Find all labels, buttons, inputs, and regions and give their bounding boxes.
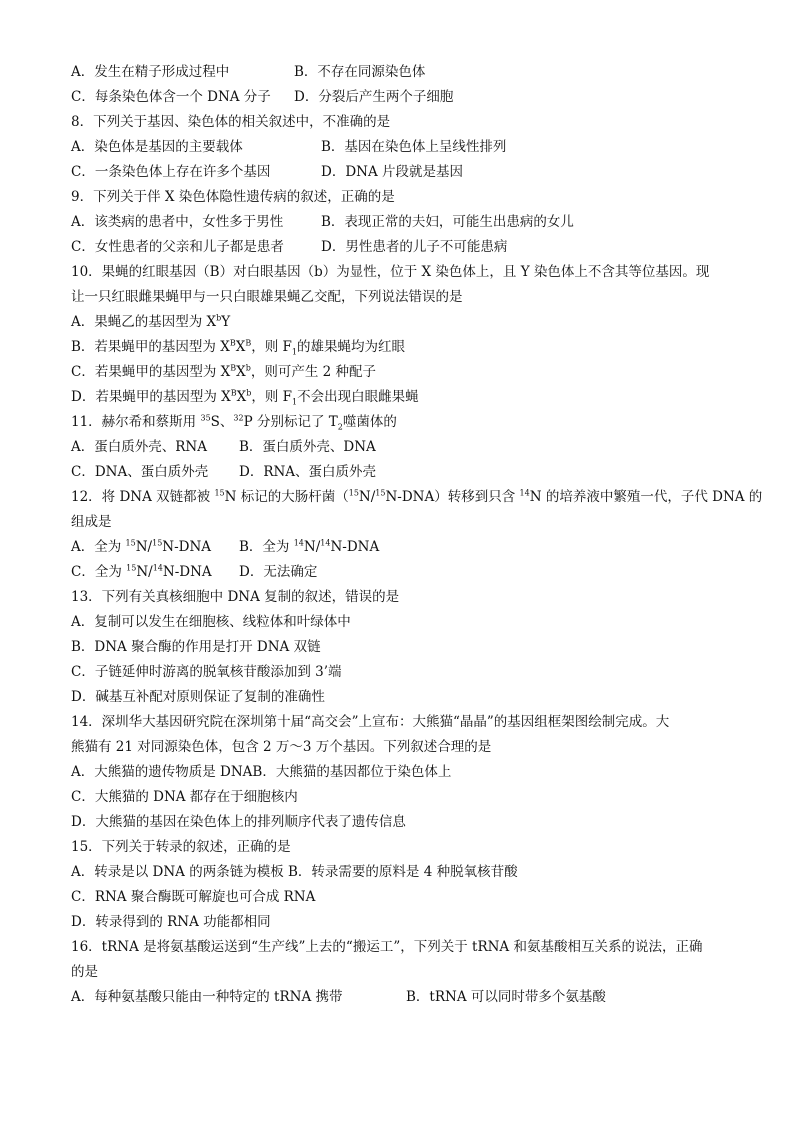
q9-stem: 9．下列关于伴 X 染色体隐性遗传病的叙述，正确的是 — [71, 189, 395, 205]
q14-option-c: C．大熊猫的 DNA 都存在于细胞核内 — [71, 789, 298, 805]
q15-option-d: D．转录得到的 RNA 功能都相同 — [71, 914, 271, 930]
q11-row-cd — [71, 460, 731, 485]
q11-sup1: 35 — [200, 413, 211, 423]
q11-stem-text: 11．赫尔希和蔡斯用 — [71, 414, 201, 430]
q10-c-sup1: B — [230, 363, 237, 373]
q12-s-m3: N-DNA）转移到只含 — [385, 489, 520, 505]
q9-row-ab — [71, 210, 731, 235]
q10-b-text: B．若果蝇甲的基因型为 X — [71, 339, 230, 355]
q15-stem: 15．下列关于转录的叙述，正确的是 — [71, 839, 291, 855]
q10-c-text: C．若果蝇甲的基因型为 X — [71, 364, 231, 380]
q10-c-mid: X — [236, 364, 246, 380]
q10-b-sup2: B — [245, 338, 252, 348]
q8-option-d: D．DNA 片段就是基因 — [321, 164, 464, 180]
q8-option-a: A．染色体是基因的主要载体 — [71, 139, 243, 155]
q7-option-a: A．发生在精子形成过程中 — [71, 64, 230, 80]
q10-stem-line1: 10．果蝇的红眼基因（B）对白眼基因（b）为显性，位于 X 染色体上，且 Y 染色体上不含其等位基因。现 — [71, 264, 710, 280]
q13-option-d: D．碱基互补配对原则保证了复制的准确性 — [71, 689, 325, 705]
q12-b-sup1: 14 — [293, 538, 304, 548]
q8-option-b: B．基因在染色体上呈线性排列 — [321, 139, 507, 155]
q9-option-b: B．表现正常的夫妇，可能生出患病的女儿 — [321, 214, 574, 230]
q12-option-b — [239, 535, 379, 560]
q10-d-post1: ，则 F — [251, 389, 293, 405]
q12-option-d: D．无法确定 — [239, 564, 318, 580]
q10-d-mid: X — [236, 389, 247, 405]
q7-row-cd — [71, 85, 731, 110]
q12-c-post: N-DNA — [162, 564, 212, 580]
q12-s-m1: N 标记的大肠杆菌（ — [224, 489, 349, 505]
q11-stem — [71, 410, 731, 435]
q12-a-pre: A．全为 — [71, 539, 126, 555]
q10-a-sup: b — [216, 313, 222, 323]
q12-a-sup1: 15 — [125, 538, 136, 548]
q10-b-sup1: B — [229, 338, 236, 348]
q12-option-a — [71, 539, 211, 555]
q12-s-pre: 12．将 DNA 双链都被 — [71, 489, 215, 505]
q10-d-sup1: B — [230, 388, 237, 398]
q11-mid1: S、 — [210, 414, 234, 430]
q11-mid2: P 分别标记了 T — [243, 414, 338, 430]
q12-c-sup1: 15 — [126, 563, 137, 573]
q12-c-pre: C．全为 — [71, 564, 127, 580]
q10-c-sup2: b — [245, 363, 251, 373]
q7-option-b: B．不存在同源染色体 — [294, 64, 426, 80]
q10-d-sub: 1 — [292, 397, 298, 407]
q15-option-ab: A．转录是以 DNA 的两条链为模板 B．转录需要的原料是 4 种脱氧核苷酸 — [71, 864, 518, 880]
exam-page — [71, 60, 763, 1010]
q11-post: 噬菌体的 — [342, 414, 397, 430]
q11-option-d: D．RNA、蛋白质外壳 — [239, 464, 377, 480]
q8-row-cd — [71, 160, 731, 185]
q12-stem-line2: 组成是 — [71, 514, 112, 530]
q10-d-text: D．若果蝇甲的基因型为 X — [71, 389, 231, 405]
q16-stem-line1: 16．tRNA 是将氨基酸运送到“生产线”上去的“搬运工”，下列关于 tRNA 和氨基酸相互关系的说法，正确 — [71, 939, 703, 955]
q9-option-d: D．男性患者的儿子不可能患病 — [321, 239, 508, 255]
q12-s-post: N 的培养液中繁殖一代，子代 DNA 的 — [529, 489, 763, 505]
q10-c-post: ，则可产生 2 种配子 — [250, 364, 377, 380]
q11-sub: 2 — [337, 422, 343, 432]
q12-c-m: N/ — [136, 564, 153, 580]
q10-option-d — [71, 385, 731, 410]
q14-option-ab: A．大熊猫的遗传物质是 DNAB．大熊猫的基因都位于染色体上 — [71, 764, 452, 780]
q10-option-c — [71, 360, 731, 385]
q11-option-c: C．DNA、蛋白质外壳 — [71, 464, 209, 480]
q11-option-b: B．蛋白质外壳、DNA — [239, 439, 376, 455]
q13-stem: 13．下列有关真核细胞中 DNA 复制的叙述，错误的是 — [71, 589, 400, 605]
q12-stem-line1 — [71, 485, 763, 510]
q8-option-c: C．一条染色体上存在许多个基因 — [71, 164, 271, 180]
q12-s-sup2: 15 — [348, 488, 359, 498]
q10-d-post2: 不会出现白眼雌果蝇 — [297, 389, 419, 405]
q11-row-ab — [71, 435, 731, 460]
q12-b-post: N-DNA — [330, 539, 380, 555]
q10-a-text: A．果蝇乙的基因型为 X — [71, 314, 217, 330]
q13-option-b: B．DNA 聚合酶的作用是打开 DNA 双链 — [71, 639, 321, 655]
q9-row-cd — [71, 235, 731, 260]
q10-option-a — [71, 310, 731, 335]
q7-option-d: D．分裂后产生两个子细胞 — [294, 89, 454, 105]
q12-option-c — [71, 564, 212, 580]
q9-option-a: A．该类病的患者中，女性多于男性 — [71, 214, 284, 230]
q12-row-ab — [71, 535, 731, 560]
q10-b-post1: ，则 F — [251, 339, 292, 355]
q12-a-m: N/ — [135, 539, 153, 555]
q16-option-b: B．tRNA 可以同时带多个氨基酸 — [406, 989, 606, 1005]
q12-a-post: N-DNA — [162, 539, 212, 555]
q15-option-c: C．RNA 聚合酶既可解旋也可合成 RNA — [71, 889, 316, 905]
q13-option-c: C．子链延伸时游离的脱氧核苷酸添加到 3’端 — [71, 664, 342, 680]
q10-b-sub: 1 — [291, 347, 297, 357]
q16-stem-line2: 的是 — [71, 964, 98, 980]
q10-option-b — [71, 335, 731, 360]
q12-s-sup3: 15 — [375, 488, 386, 498]
q8-stem: 8．下列关于基因、染色体的相关叙述中，不准确的是 — [71, 114, 391, 130]
q7-row-ab — [71, 60, 731, 85]
q8-row-ab — [71, 135, 731, 160]
q12-s-m2: N/ — [358, 489, 376, 505]
q12-b-m: N/ — [303, 539, 321, 555]
q14-option-d: D．大熊猫的基因在染色体上的排列顺序代表了遗传信息 — [71, 814, 406, 830]
q11-option-a: A．蛋白质外壳、RNA — [71, 439, 207, 455]
q10-stem-line2: 让一只红眼雌果蝇甲与一只白眼雄果蝇乙交配，下列说法错误的是 — [71, 289, 463, 305]
q16-row-ab — [71, 985, 731, 1010]
q11-sup2: 32 — [233, 413, 244, 423]
q12-s-sup1: 15 — [214, 488, 225, 498]
q12-s-sup4: 14 — [519, 488, 530, 498]
q16-option-a: A．每种氨基酸只能由一种特定的 tRNA 携带 — [71, 989, 343, 1005]
q14-stem-line2: 熊猫有 21 对同源染色体，包含 2 万～3 万个基因。下列叙述合理的是 — [71, 739, 492, 755]
q12-b-sup2: 14 — [320, 538, 331, 548]
q12-row-cd — [71, 560, 731, 585]
q14-stem-line1: 14．深圳华大基因研究院在深圳第十届“高交会”上宣布：大熊猫“晶晶”的基因组框架图绘制完成。大 — [71, 714, 670, 730]
q10-a-tail: Y — [221, 314, 231, 330]
q10-b-mid: X — [235, 339, 246, 355]
q12-c-sup2: 14 — [152, 563, 163, 573]
q10-b-post2: 的雄果蝇均为红眼 — [297, 339, 405, 355]
q12-b-pre: B．全为 — [239, 539, 294, 555]
q13-option-a: A．复制可以发生在细胞核、线粒体和叶绿体中 — [71, 614, 351, 630]
q7-option-c: C．每条染色体含一个 DNA 分子 — [71, 89, 271, 105]
q12-a-sup2: 15 — [152, 538, 163, 548]
q10-d-sup2: b — [246, 388, 252, 398]
q9-option-c: C．女性患者的父亲和儿子都是患者 — [71, 239, 284, 255]
